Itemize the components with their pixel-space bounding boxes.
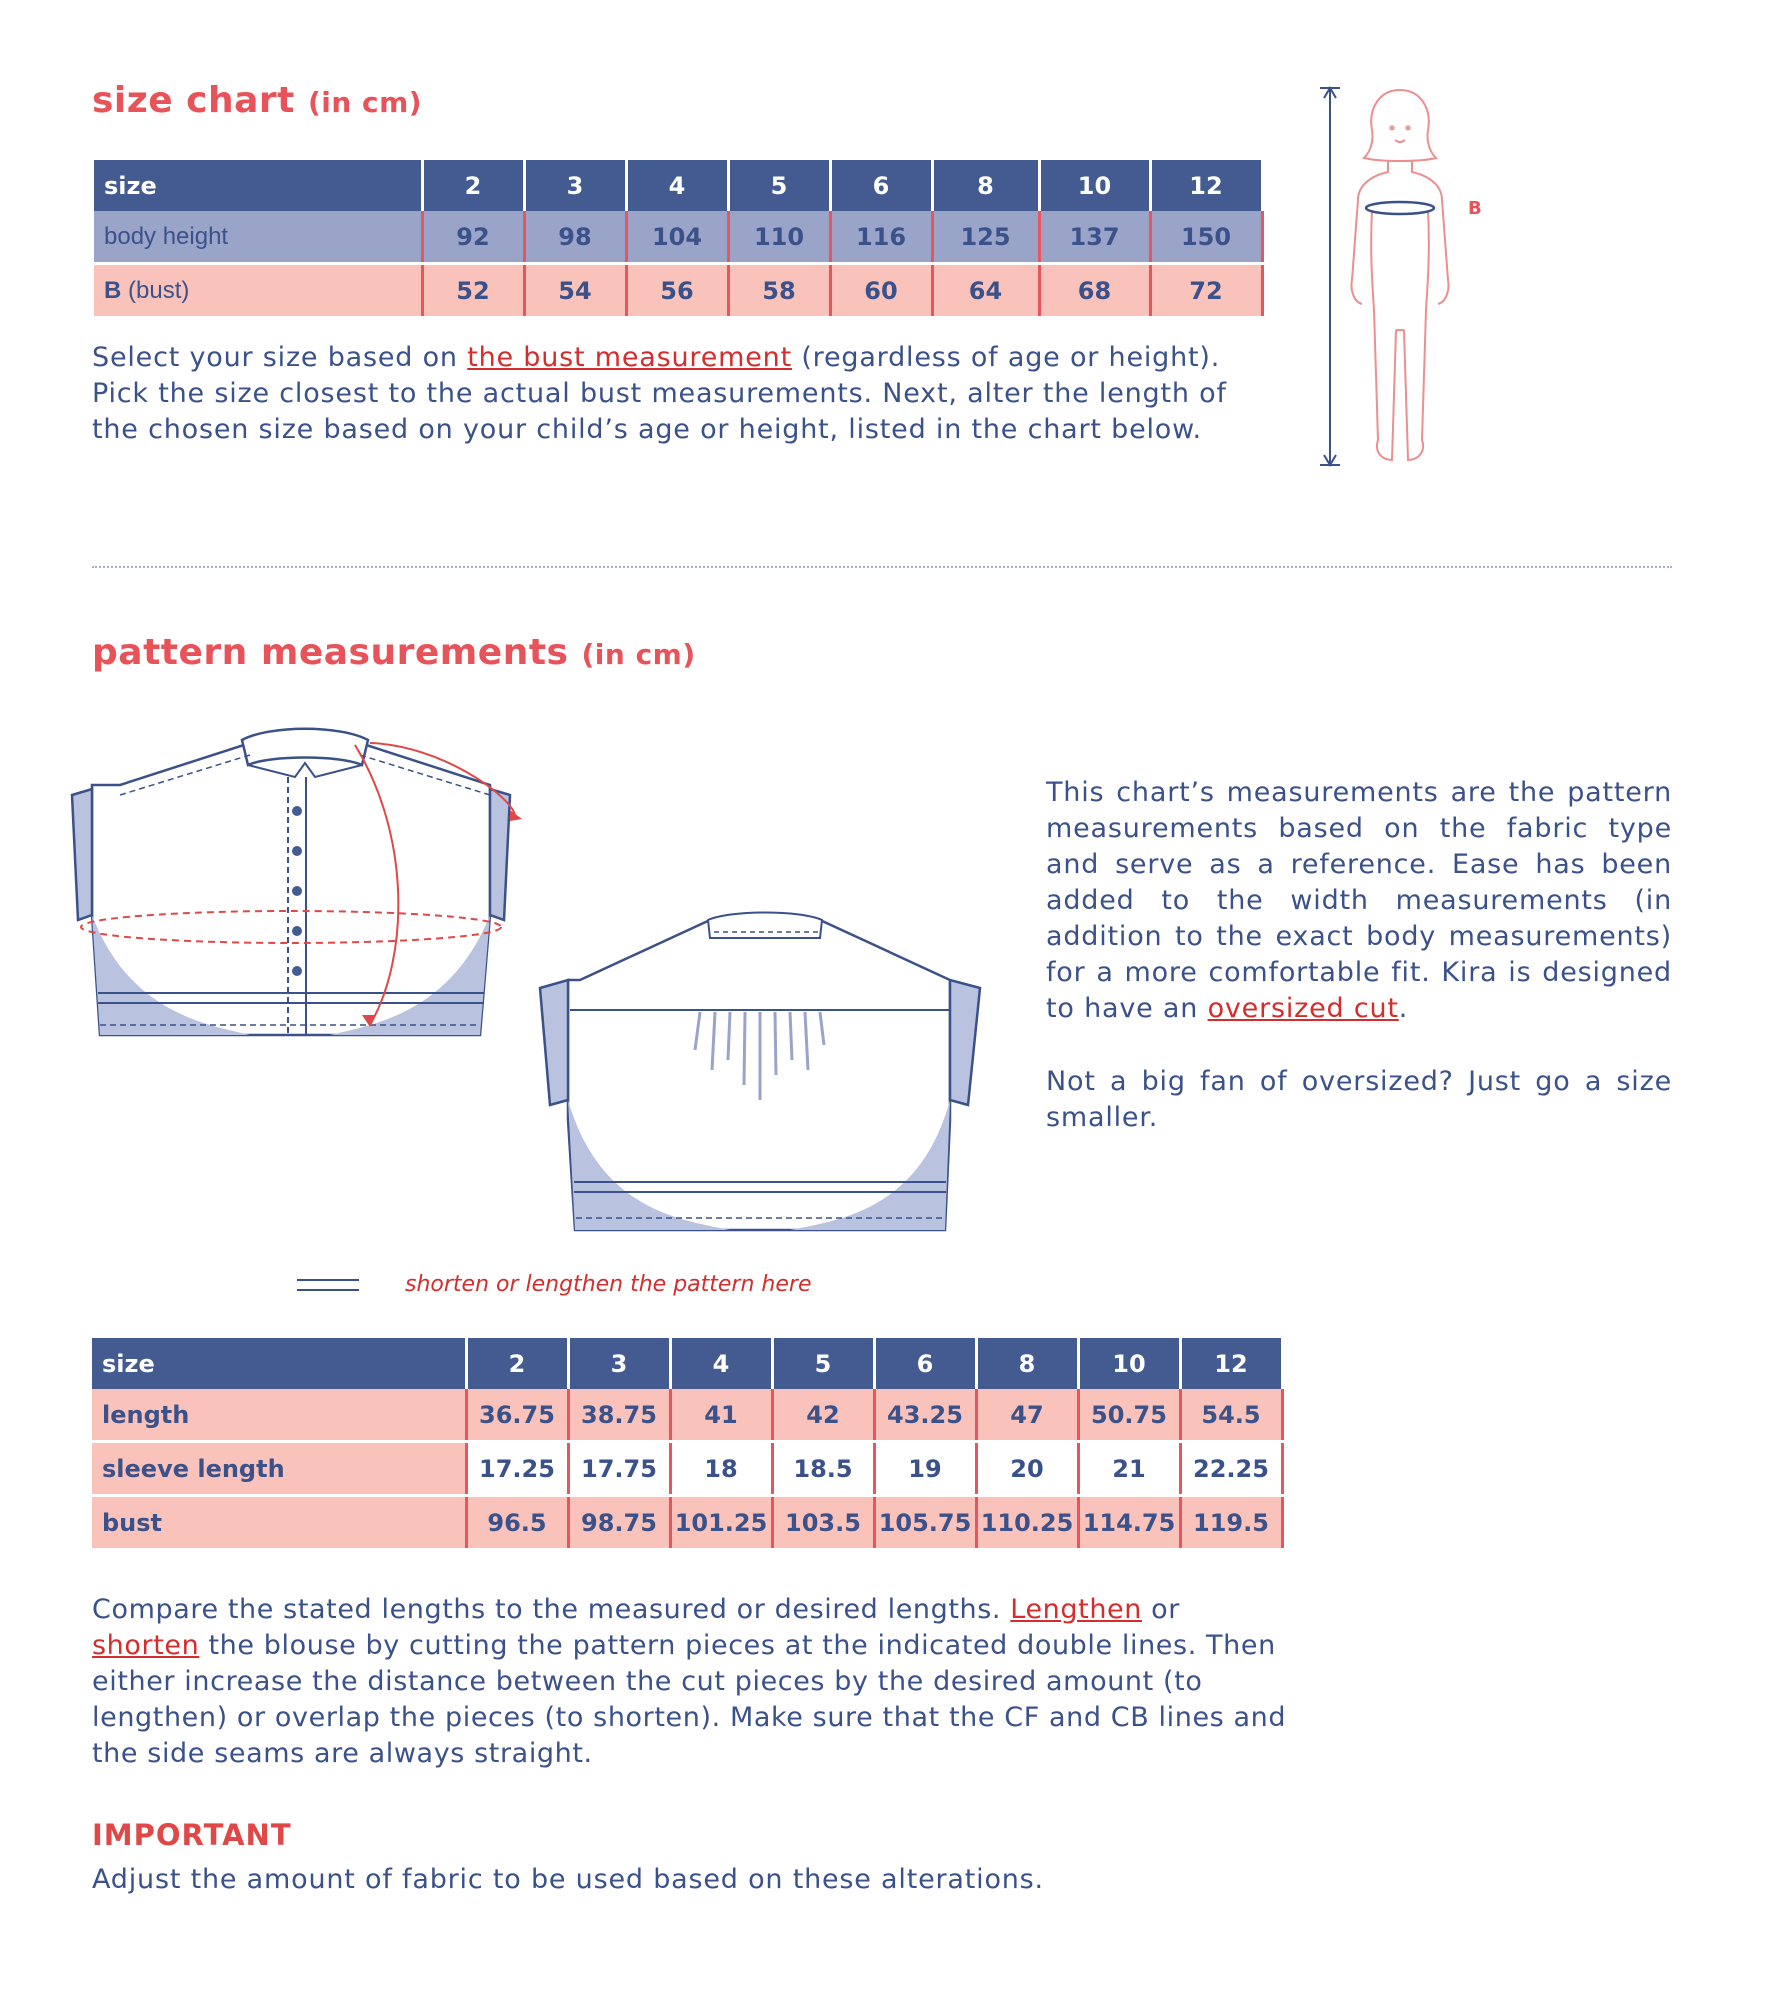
blouse-back-icon bbox=[540, 913, 980, 1231]
table-cell: 54 bbox=[524, 264, 626, 318]
table-cell: 119.5 bbox=[1180, 1496, 1282, 1550]
header-cell: 8 bbox=[932, 160, 1039, 211]
blouse-front-illustration bbox=[70, 715, 540, 1055]
row-label: sleeve length bbox=[92, 1442, 466, 1496]
blouse-back-illustration bbox=[530, 900, 1010, 1240]
header-cell: 10 bbox=[1078, 1338, 1180, 1389]
girl-outline-icon bbox=[1351, 90, 1448, 460]
table-cell: 60 bbox=[830, 264, 932, 318]
double-line-icon bbox=[297, 1276, 361, 1296]
header-cell: 3 bbox=[524, 160, 626, 211]
table-cell: 47 bbox=[976, 1389, 1078, 1442]
oversized-cut-link[interactable]: oversized cut bbox=[1207, 993, 1399, 1024]
header-cell: 2 bbox=[422, 160, 524, 211]
header-cell: 6 bbox=[830, 160, 932, 211]
size-instruction bbox=[92, 340, 1272, 448]
header-cell: 6 bbox=[874, 1338, 976, 1389]
header-cell: 3 bbox=[568, 1338, 670, 1389]
table-cell: 19 bbox=[874, 1442, 976, 1496]
child-figure-illustration bbox=[1300, 80, 1500, 480]
table-cell: 114.75 bbox=[1078, 1496, 1180, 1550]
table-cell: 110.25 bbox=[976, 1496, 1078, 1550]
header-cell: 5 bbox=[728, 160, 830, 211]
header-cell: 12 bbox=[1180, 1338, 1282, 1389]
table-cell: 43.25 bbox=[874, 1389, 976, 1442]
table-cell: 103.5 bbox=[772, 1496, 874, 1550]
table-cell: 110 bbox=[728, 211, 830, 264]
table-cell: 98 bbox=[524, 211, 626, 264]
table-cell: 125 bbox=[932, 211, 1039, 264]
description-text-end: . bbox=[1398, 993, 1409, 1024]
section-divider bbox=[92, 566, 1672, 568]
important-heading: IMPORTANT bbox=[92, 1818, 292, 1852]
header-cell: 10 bbox=[1039, 160, 1150, 211]
lengthen-link[interactable]: Lengthen bbox=[1010, 1594, 1142, 1625]
pattern-title-text: pattern measurements bbox=[92, 632, 569, 673]
row-label-bold: B bbox=[104, 276, 122, 304]
row-label bbox=[94, 264, 422, 318]
header-cell: 4 bbox=[670, 1338, 772, 1389]
table-cell: 41 bbox=[670, 1389, 772, 1442]
table-cell: 101.25 bbox=[670, 1496, 772, 1550]
description-text: This chart’s measurements are the pattern measurements based on the fabric type and serve as a reference. Ease has been added to the width measurements (in addition to the exact body measurements) for a more comfortable fit. Kira is designed to have an bbox=[1046, 777, 1672, 1024]
table-cell: 17.25 bbox=[466, 1442, 568, 1496]
pattern-unit: (in cm) bbox=[581, 638, 696, 671]
header-cell: 12 bbox=[1150, 160, 1262, 211]
table-cell: 18.5 bbox=[772, 1442, 874, 1496]
pattern-title bbox=[92, 632, 696, 673]
size-chart-table bbox=[94, 160, 1264, 319]
size-chart-title-text: size chart bbox=[92, 80, 295, 121]
table-cell: 36.75 bbox=[466, 1389, 568, 1442]
size-chart-title bbox=[92, 80, 422, 121]
header-cell: 8 bbox=[976, 1338, 1078, 1389]
table-cell: 54.5 bbox=[1180, 1389, 1282, 1442]
pattern-measurements-table bbox=[92, 1338, 1284, 1551]
compare-text-rest: the blouse by cutting the pattern pieces at the indicated double lines. Then either increase the distance between the cut pieces by the desired amount (to lengthen) or overlap the pieces (to shorten). Make sure that the CF and CB lines and the side seams are always straight. bbox=[92, 1630, 1287, 1769]
compare-text: Compare the stated lengths to the measured or desired lengths. bbox=[92, 1594, 1011, 1625]
table-cell: 92 bbox=[422, 211, 524, 264]
legend-label: shorten or lengthen the pattern here bbox=[405, 1272, 812, 1297]
table-row bbox=[92, 1389, 1282, 1442]
table-cell: 42 bbox=[772, 1389, 874, 1442]
table-cell: 104 bbox=[626, 211, 728, 264]
row-label-rest: (bust) bbox=[121, 276, 190, 304]
instruction-text: Select your size based on bbox=[92, 342, 468, 373]
header-cell: 2 bbox=[466, 1338, 568, 1389]
table-row bbox=[94, 211, 1262, 264]
pattern-description bbox=[1046, 775, 1672, 1027]
pattern-header-row bbox=[92, 1338, 1282, 1389]
header-cell: size bbox=[94, 160, 422, 211]
table-row bbox=[94, 264, 1262, 318]
header-cell: 5 bbox=[772, 1338, 874, 1389]
table-cell: 96.5 bbox=[466, 1496, 568, 1550]
table-cell: 105.75 bbox=[874, 1496, 976, 1550]
row-label: length bbox=[92, 1389, 466, 1442]
table-row bbox=[92, 1496, 1282, 1550]
table-cell: 20 bbox=[976, 1442, 1078, 1496]
table-cell: 64 bbox=[932, 264, 1039, 318]
table-cell: 56 bbox=[626, 264, 728, 318]
table-cell: 52 bbox=[422, 264, 524, 318]
table-cell: 50.75 bbox=[1078, 1389, 1180, 1442]
blouse-front-icon bbox=[72, 729, 522, 1035]
table-cell: 72 bbox=[1150, 264, 1262, 318]
instruction-text-rest: (regardless of age or height). Pick the size closest to the actual bust measurements. Next, alter the length of the chosen size based on your child’s age or height, listed in the chart below. bbox=[92, 342, 1227, 445]
table-cell: 17.75 bbox=[568, 1442, 670, 1496]
table-cell: 38.75 bbox=[568, 1389, 670, 1442]
table-cell: 150 bbox=[1150, 211, 1262, 264]
compare-text-or: or bbox=[1141, 1594, 1180, 1625]
table-cell: 68 bbox=[1039, 264, 1150, 318]
table-cell: 116 bbox=[830, 211, 932, 264]
shorten-link[interactable]: shorten bbox=[92, 1630, 200, 1661]
height-arrow-icon bbox=[1320, 88, 1340, 465]
table-cell: 98.75 bbox=[568, 1496, 670, 1550]
bust-line-icon bbox=[1366, 202, 1434, 214]
header-cell: 4 bbox=[626, 160, 728, 211]
size-chart-unit: (in cm) bbox=[307, 86, 423, 119]
table-cell: 18 bbox=[670, 1442, 772, 1496]
compare-paragraph bbox=[92, 1592, 1292, 1772]
pattern-tip: Not a big fan of oversized? Just go a size smaller. bbox=[1046, 1066, 1672, 1133]
size-chart-header-row bbox=[94, 160, 1262, 211]
bust-measurement-link[interactable]: the bust measurement bbox=[467, 342, 792, 373]
table-cell: 137 bbox=[1039, 211, 1150, 264]
row-label: bust bbox=[92, 1496, 466, 1550]
table-cell: 21 bbox=[1078, 1442, 1180, 1496]
row-label: body height bbox=[94, 211, 422, 264]
table-cell: 22.25 bbox=[1180, 1442, 1282, 1496]
important-text: Adjust the amount of fabric to be used based on these alterations. bbox=[92, 1864, 1044, 1895]
header-cell: size bbox=[92, 1338, 466, 1389]
table-cell: 58 bbox=[728, 264, 830, 318]
table-row bbox=[92, 1442, 1282, 1496]
figure-bust-label: B bbox=[1468, 198, 1482, 219]
